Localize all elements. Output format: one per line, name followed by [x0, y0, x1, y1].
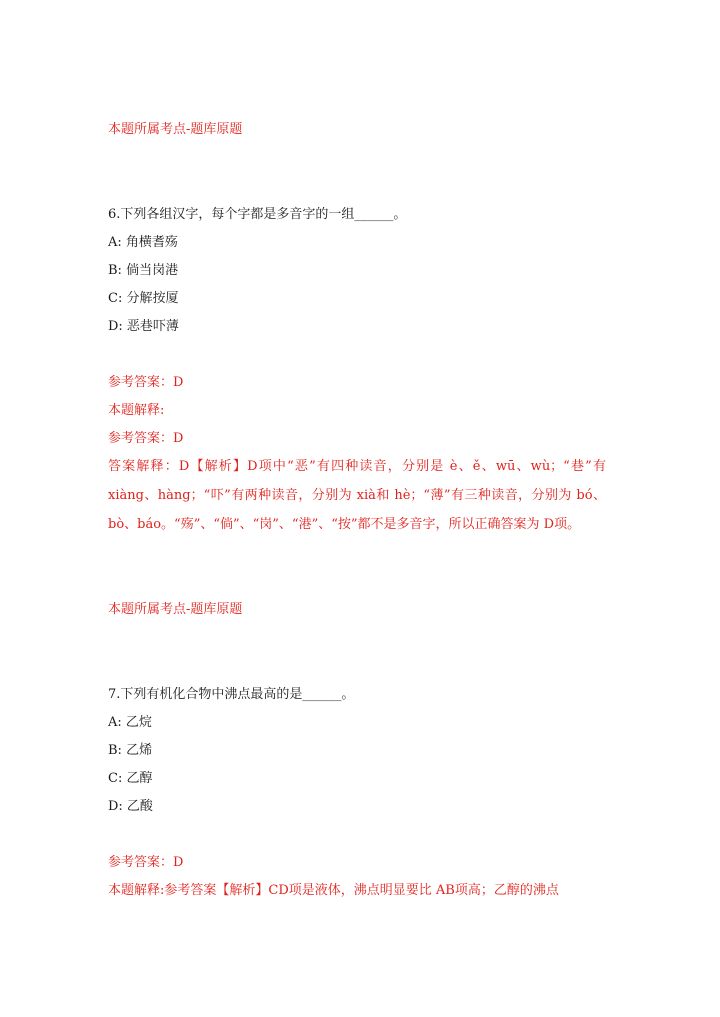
question-7-explanation: 本题解释:参考答案【解析】CD项是液体，沸点明显要比 AB项高；乙醇的沸点 [108, 883, 559, 898]
question-6-stem: 6.下列各组汉字，每个字都是多音字的一组______。 [108, 207, 407, 222]
question-7-option-d: D: 乙酸 [108, 799, 153, 814]
question-6-option-c: C: 分解按厦 [108, 291, 179, 306]
question-7-option-c: C: 乙醇 [108, 771, 153, 786]
question-6-option-b: B: 倘当岗港 [108, 263, 179, 278]
topic-label: 本题所属考点-题库原题 [108, 602, 243, 617]
question-7-answer: 参考答案：D [108, 855, 184, 870]
question-6-option-a: A: 角横耆殇 [108, 235, 178, 250]
question-7-stem: 7.下列有机化合物中沸点最高的是______。 [108, 687, 355, 702]
question-7-option-b: B: 乙烯 [108, 743, 153, 758]
question-6-explain-title: 本题解释: [108, 403, 165, 418]
question-6-answer-repeat: 参考答案：D [108, 431, 184, 446]
question-6-answer: 参考答案：D [108, 375, 184, 390]
question-6-option-d: D: 恶巷吓薄 [108, 319, 179, 334]
question-7-option-a: A: 乙烷 [108, 715, 152, 730]
topic-label: 本题所属考点-题库原题 [108, 122, 243, 137]
question-6-explanation: 答案解释：D【解析】D项中“恶”有四种读音，分别是 è、ě、wū、wù；“巷”有 xiàng、hàng；“吓”有两种读音，分别为 xià和 hè；“薄”有三种读音，分别为 bó、bò、báo。“殇”、“倘”、“岗”、“港”、“按”都不是多音字，所以正确答案为 D项。 [108, 459, 606, 532]
